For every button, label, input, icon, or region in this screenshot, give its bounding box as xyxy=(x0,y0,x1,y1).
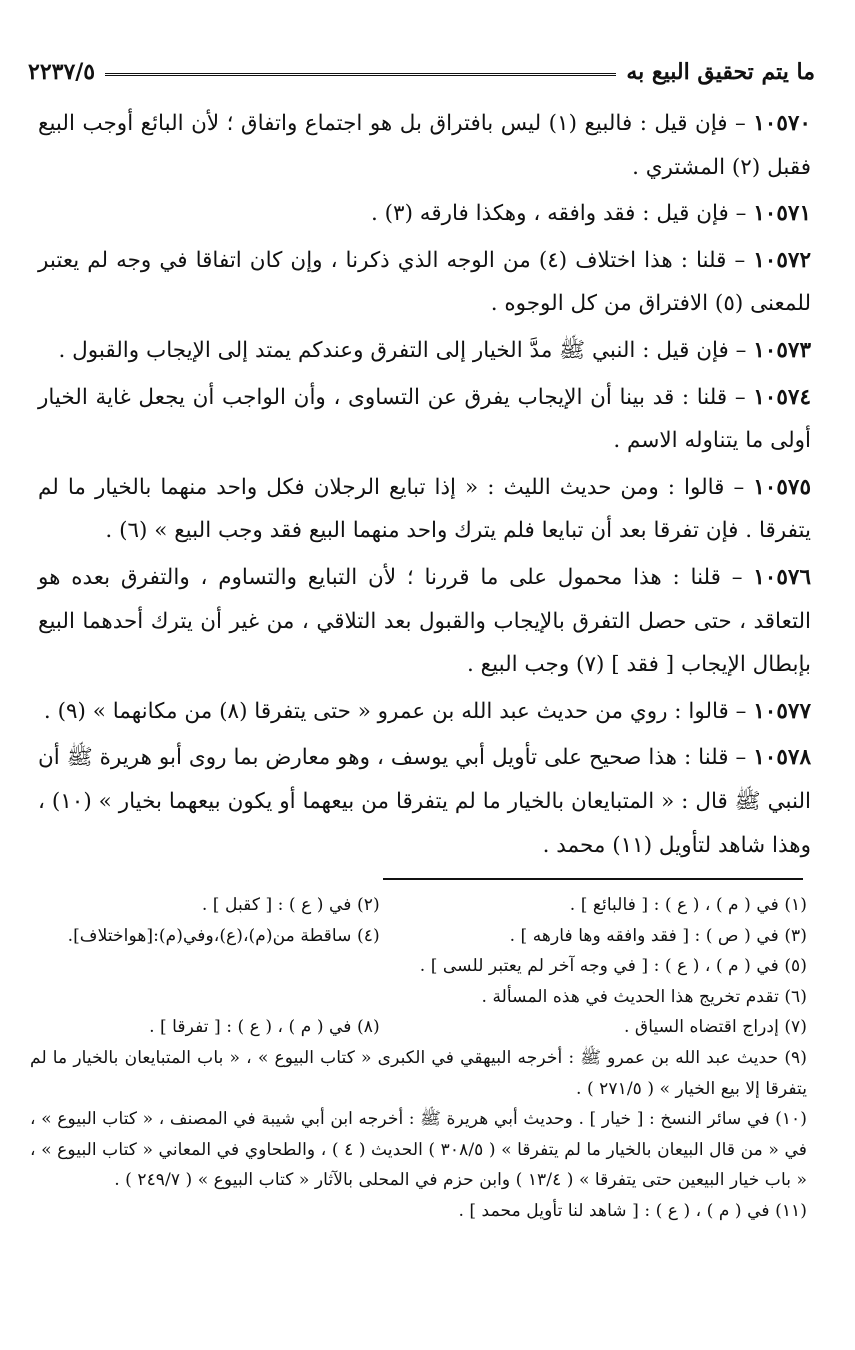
paragraph-10574 xyxy=(38,376,811,463)
footnote-6: (٦) تقدم تخريج هذا الحديث في هذه المسألة . xyxy=(481,986,807,1007)
footnote-9: (٩) حديث عبد الله بن عمرو ﷺ : أخرجه البيهقي في الكبرى « كتاب البيوع » ، « باب المتبايعان بالخيار ما لم يتفرقا إلا بيع الخيار » ( ٢٧١/٥ ) . xyxy=(30,1047,807,1099)
footnote-5: (٥) في ( م ) ، ( ع ) : [ في وجه آخر لم يعتبر للسى ] . xyxy=(419,956,807,977)
paragraph-number: ١٠٥٧٢ xyxy=(753,247,811,273)
running-title: ما يتم تحقيق البيع به xyxy=(626,59,815,85)
paragraph-text: – قالوا : روي من حديث عبد الله بن عمرو « حتى يتفرقا (٨) من مكانهما » (٩) . xyxy=(43,698,754,724)
footnote-11: (١١) في ( م ) ، ( ع ) : [ شاهد لنا تأويل محمد ] . xyxy=(458,1200,807,1221)
paragraph-text: – قلنا : قد بينا أن الإيجاب يفرق عن التساوى ، وأن الواجب أن يجعل غاية الخيار أولى ما يتناوله الاسم . xyxy=(38,384,811,454)
paragraph-number: ١٠٥٧٦ xyxy=(753,564,811,590)
body-text xyxy=(38,102,811,870)
paragraph-number: ١٠٥٧٥ xyxy=(753,474,811,500)
paragraph-number: ١٠٥٧٨ xyxy=(753,745,811,771)
paragraph-10578 xyxy=(38,736,811,867)
footnote-2: (٢) في ( ع ) : [ كقبل ] . xyxy=(201,895,380,915)
paragraph-text: – فإن قيل : فقد وافقه ، وهكذا فارقه (٣) . xyxy=(370,201,754,227)
paragraph-number: ١٠٥٧٣ xyxy=(753,337,811,363)
paragraph-10573 xyxy=(38,329,811,373)
paragraph-text: – فإن قيل : فالبيع (١) ليس بافتراق بل هو اجتماع واتفاق ؛ لأن البائع أوجب البيع فقبل (٢) المشتري . xyxy=(38,111,811,180)
footnote-row xyxy=(30,890,807,921)
paragraph-10575 xyxy=(38,466,811,553)
footnote-row xyxy=(30,921,807,952)
paragraph-10570 xyxy=(38,102,811,189)
paragraph-10577 xyxy=(38,690,811,734)
footnote-10: (١٠) في سائر النسخ : [ خيار ] . وحديث أبي هريرة ﷺ : أخرجه ابن أبي شيبة في المصنف ، « كتاب البيوع » ، في « من قال البيعان بالخيار ما لم يتفرقا » ( ٣٠٨/٥ ) الحديث ( ٤ ) ، والطحاوي في المعاني « كتاب البيوع » ، « باب خيار البيعين حتى يتفرقا » ( ١٣/٤ ) وابن حزم في المحلى بالآثار « كتاب البيوع » ( ٢٤٩/٧ ) . xyxy=(30,1109,808,1191)
footnote-3: (٣) في ( ص ) : [ فقد وافقه وها فارهه ] . xyxy=(509,925,807,946)
paragraph-text: – قلنا : هذا محمول على ما قررنا ؛ لأن التبايع والتساوم ، والتفرق بعده هو التعاقد ، حتى حصل التفرق بالإيجاب والقبول بعد التلاقي ، من غير أن يترك أحدهما البيع بإبطال الإيجاب [ فقد ] (٧) وجب البيع . xyxy=(38,564,811,678)
footnotes xyxy=(30,890,807,1227)
footnote-7: (٧) إدراج اقتضاه السياق . xyxy=(623,1017,807,1038)
paragraph-number: ١٠٥٧١ xyxy=(753,201,811,227)
paragraph-text: – فإن قيل : النبي ﷺ مدَّ الخيار إلى التفرق وعندكم يمتد إلى الإيجاب والقبول . xyxy=(58,337,754,363)
footnote-4: (٤) ساقطة من(م)،(ع)،وفي(م):[هواختلاف]. xyxy=(67,925,380,946)
paragraph-text: – قلنا : هذا اختلاف (٤) من الوجه الذي ذكرنا ، وإن كان اتفاقا في وجه لم يعتبر للمعنى (٥) الافتراق من كل الوجوه . xyxy=(38,247,811,317)
paragraph-10576 xyxy=(38,556,811,687)
footnote-1: (١) في ( م ) ، ( ع ) : [ فالبائع ] . xyxy=(569,895,807,915)
footnote-separator xyxy=(383,878,803,880)
footnote-row xyxy=(30,1012,807,1043)
paragraph-number: ١٠٥٧٤ xyxy=(753,384,811,410)
paragraph-10571 xyxy=(38,192,811,236)
paragraph-text: – قالوا : ومن حديث الليث : « إذا تبايع الرجلان فكل واحد منهما بالخيار ما لم يتفرقا . فإن تفرقا بعد أن تبايعا فلم يترك واحد منهما البيع فقد وجب البيع » (٦) . xyxy=(38,474,811,544)
paragraph-number: ١٠٥٧٠ xyxy=(753,111,811,136)
page-header xyxy=(28,52,815,92)
paragraph-text: – قلنا : هذا صحيح على تأويل أبي يوسف ، وهو معارض بما روى أبو هريرة ﷺ أن النبي ﷺ قال : « المتبايعان بالخيار ما لم يتفرقا من بيعهما أو يكون بيعهما بخيار » (١٠) ، وهذا شاهد لتأويل (١١) محمد . xyxy=(38,745,811,858)
paragraph-number: ١٠٥٧٧ xyxy=(753,698,811,724)
footnote-8: (٨) في ( م ) ، ( ع ) : [ تفرقا ] . xyxy=(149,1017,380,1038)
header-rule xyxy=(105,73,616,76)
page-number: ٢٢٣٧/٥ xyxy=(28,59,96,85)
paragraph-10572 xyxy=(38,239,811,326)
